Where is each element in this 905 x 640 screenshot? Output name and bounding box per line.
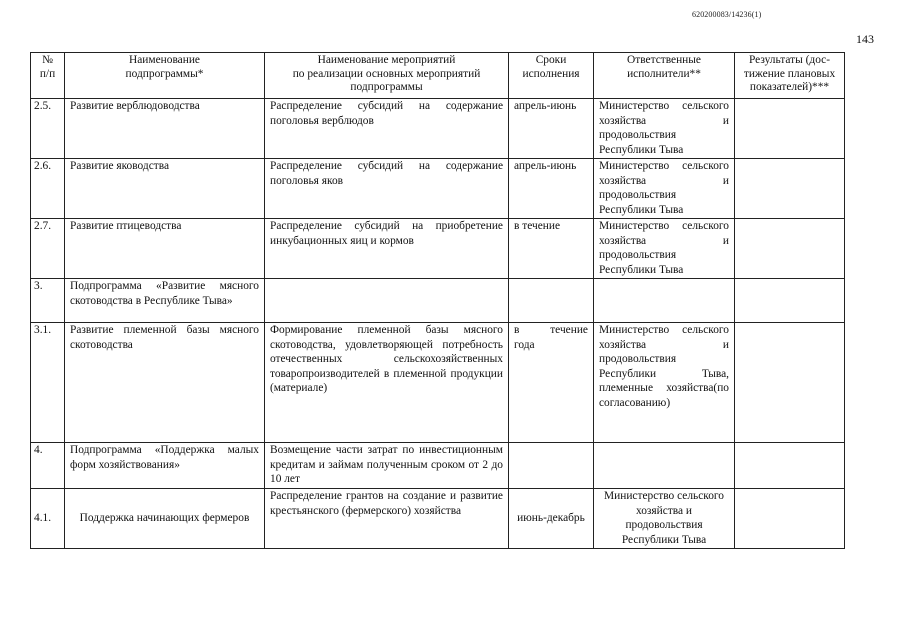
responsible-executors: Министерство сельского хозяйства и продовольствия Республики Тыва (594, 219, 735, 279)
execution-term (509, 443, 594, 489)
responsible-executors (594, 279, 735, 323)
result-cell (735, 279, 845, 323)
result-cell (735, 323, 845, 443)
result-cell (735, 443, 845, 489)
column-header-responsible: Ответственные исполнители** (594, 53, 735, 99)
row-number: 4. (31, 443, 65, 489)
table-row (31, 219, 845, 279)
subprogram-name: Развитие птицеводства (65, 219, 265, 279)
execution-term: июнь-декабрь (509, 489, 594, 549)
column-header-activities: Наименование мероприятий по реализации основных мероприятий подпрограммы (265, 53, 509, 99)
execution-term: апрель-июнь (509, 99, 594, 159)
activity-name: Распределение субсидий на приобретение инкубационных яиц и кормов (265, 219, 509, 279)
document-code: 620200083/14236(1) (692, 10, 762, 19)
activities-table (30, 52, 845, 549)
row-number: 2.7. (31, 219, 65, 279)
subprogram-name: Подпрограмма «Поддержка малых форм хозяйствования» (65, 443, 265, 489)
result-cell (735, 159, 845, 219)
column-header-results: Результаты (дос- тижение плановых показателей)*** (735, 53, 845, 99)
subprogram-name: Поддержка начинающих фермеров (65, 489, 265, 549)
activity-name: Распределение грантов на создание и развитие крестьянского (фермерского) хозяйства (265, 489, 509, 549)
activity-name: Формирование племенной базы мясного скотоводства, удовлетворяющей потребность отечественных сельскохозяйственных товаропроизводителей в племенной продукции (материале) (265, 323, 509, 443)
row-number: 2.5. (31, 99, 65, 159)
responsible-executors: Министерство сельского хозяйства и продовольствия Республики Тыва, племенные хозяйства(по согласованию) (594, 323, 735, 443)
result-cell (735, 99, 845, 159)
activity-name: Возмещение части затрат по инвестиционным кредитам и займам полученным сроком от 2 до 10 лет (265, 443, 509, 489)
result-cell (735, 489, 845, 549)
execution-term-word: течение (550, 324, 588, 336)
page-number: 143 (856, 32, 874, 46)
responsible-executors: Министерство сельского хозяйства и продовольствия Республики Тыва (594, 489, 735, 549)
subprogram-name: Развитие племенной базы мясного скотоводства (65, 323, 265, 443)
table-row (31, 489, 845, 549)
execution-term (509, 279, 594, 323)
subprogram-name: Подпрограмма «Развитие мясного скотоводства в Республике Тыва» (65, 279, 265, 323)
execution-term: апрель-июнь (509, 159, 594, 219)
row-number: 3.1. (31, 323, 65, 443)
responsible-executors: Министерство сельского хозяйства и продовольствия Республики Тыва (594, 159, 735, 219)
responsible-executors: Министерство сельского хозяйства и продовольствия Республики Тыва (594, 99, 735, 159)
execution-term (509, 323, 594, 443)
table-row (31, 159, 845, 219)
row-number: 4.1. (31, 489, 65, 549)
execution-term-line (514, 323, 588, 338)
table-row (31, 323, 845, 443)
activity-name: Распределение субсидий на содержание поголовья верблюдов (265, 99, 509, 159)
row-number: 2.6. (31, 159, 65, 219)
execution-term-word: года (514, 338, 535, 351)
activity-name: Распределение субсидий на содержание поголовья яков (265, 159, 509, 219)
table-header-row (31, 53, 845, 99)
execution-term-word: в (514, 324, 520, 336)
row-number: 3. (31, 279, 65, 323)
activity-name (265, 279, 509, 323)
responsible-executors (594, 443, 735, 489)
subprogram-name: Развитие яководства (65, 159, 265, 219)
column-header-number: № п/п (31, 53, 65, 99)
table-row (31, 443, 845, 489)
execution-term: в течение (509, 219, 594, 279)
result-cell (735, 219, 845, 279)
column-header-terms: Сроки исполнения (509, 53, 594, 99)
table-row (31, 279, 845, 323)
table-row (31, 99, 845, 159)
column-header-subprogram: Наименование подпрограммы* (65, 53, 265, 99)
subprogram-name: Развитие верблюдоводства (65, 99, 265, 159)
